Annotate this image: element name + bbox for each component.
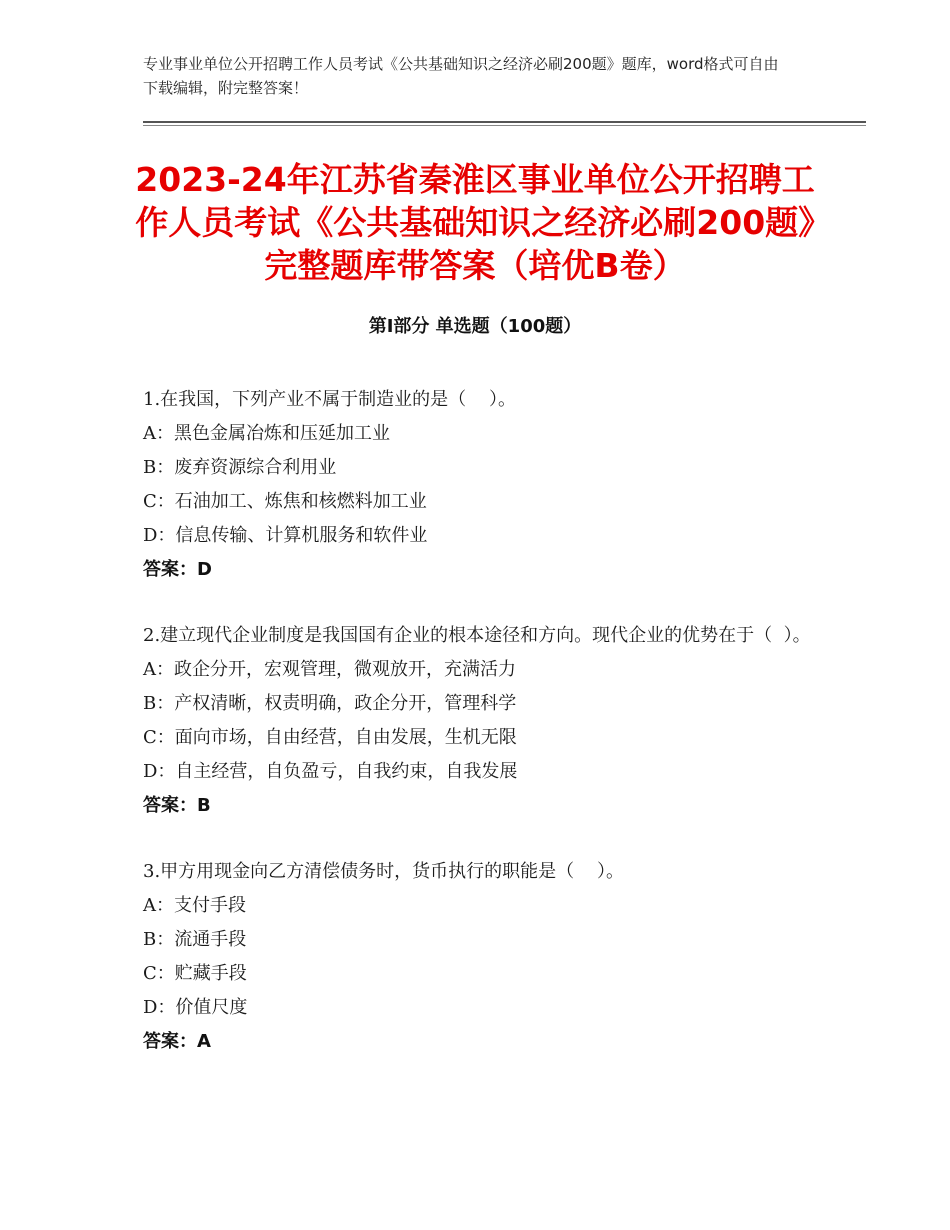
option-c: C：面向市场，自由经营，自由发展，生机无限: [143, 727, 517, 748]
option-a: A：支付手段: [143, 895, 246, 916]
option-d: D：自主经营，自负盈亏，自我约束，自我发展: [143, 761, 518, 782]
header-divider: [143, 121, 866, 123]
option-d: D：信息传输、计算机服务和软件业: [143, 525, 428, 546]
question-text: 2.建立现代企业制度是我国国有企业的根本途径和方向。现代企业的优势在于（ ）。: [143, 625, 811, 646]
document-title: 2023-24年江苏省秦淮区事业单位公开招聘工作人员考试《公共基础知识之经济必刷200题》完整题库带答案（培优B卷）: [135, 160, 815, 285]
option-c: C：石油加工、炼焦和核燃料加工业: [143, 491, 427, 512]
question-2: [143, 619, 823, 823]
section-title: 第Ⅰ部分 单选题（100题）: [368, 316, 582, 337]
question-1: [143, 383, 823, 587]
header-note: 专业事业单位公开招聘工作人员考试《公共基础知识之经济必刷200题》题库，word格式可自由下载编辑，附完整答案！: [143, 55, 779, 97]
option-c: C：贮藏手段: [143, 963, 247, 984]
option-a: A：政企分开，宏观管理，微观放开，充满活力: [143, 659, 516, 680]
question-list: [143, 383, 823, 1091]
option-d: D：价值尺度: [143, 997, 248, 1018]
option-b: B：产权清晰，权责明确，政企分开，管理科学: [143, 693, 517, 714]
option-b: B：流通手段: [143, 929, 247, 950]
question-3: [143, 855, 823, 1059]
answer: 答案：B: [143, 795, 211, 816]
answer: 答案：D: [143, 559, 212, 580]
option-b: B：废弃资源综合利用业: [143, 457, 337, 478]
answer: 答案：A: [143, 1031, 211, 1052]
header-divider-thin: [143, 125, 866, 126]
option-a: A：黑色金属冶炼和压延加工业: [143, 423, 390, 444]
question-text: 1.在我国，下列产业不属于制造业的是（ ）。: [143, 389, 517, 410]
question-text: 3.甲方用现金向乙方清偿债务时，货币执行的职能是（ ）。: [143, 861, 625, 882]
